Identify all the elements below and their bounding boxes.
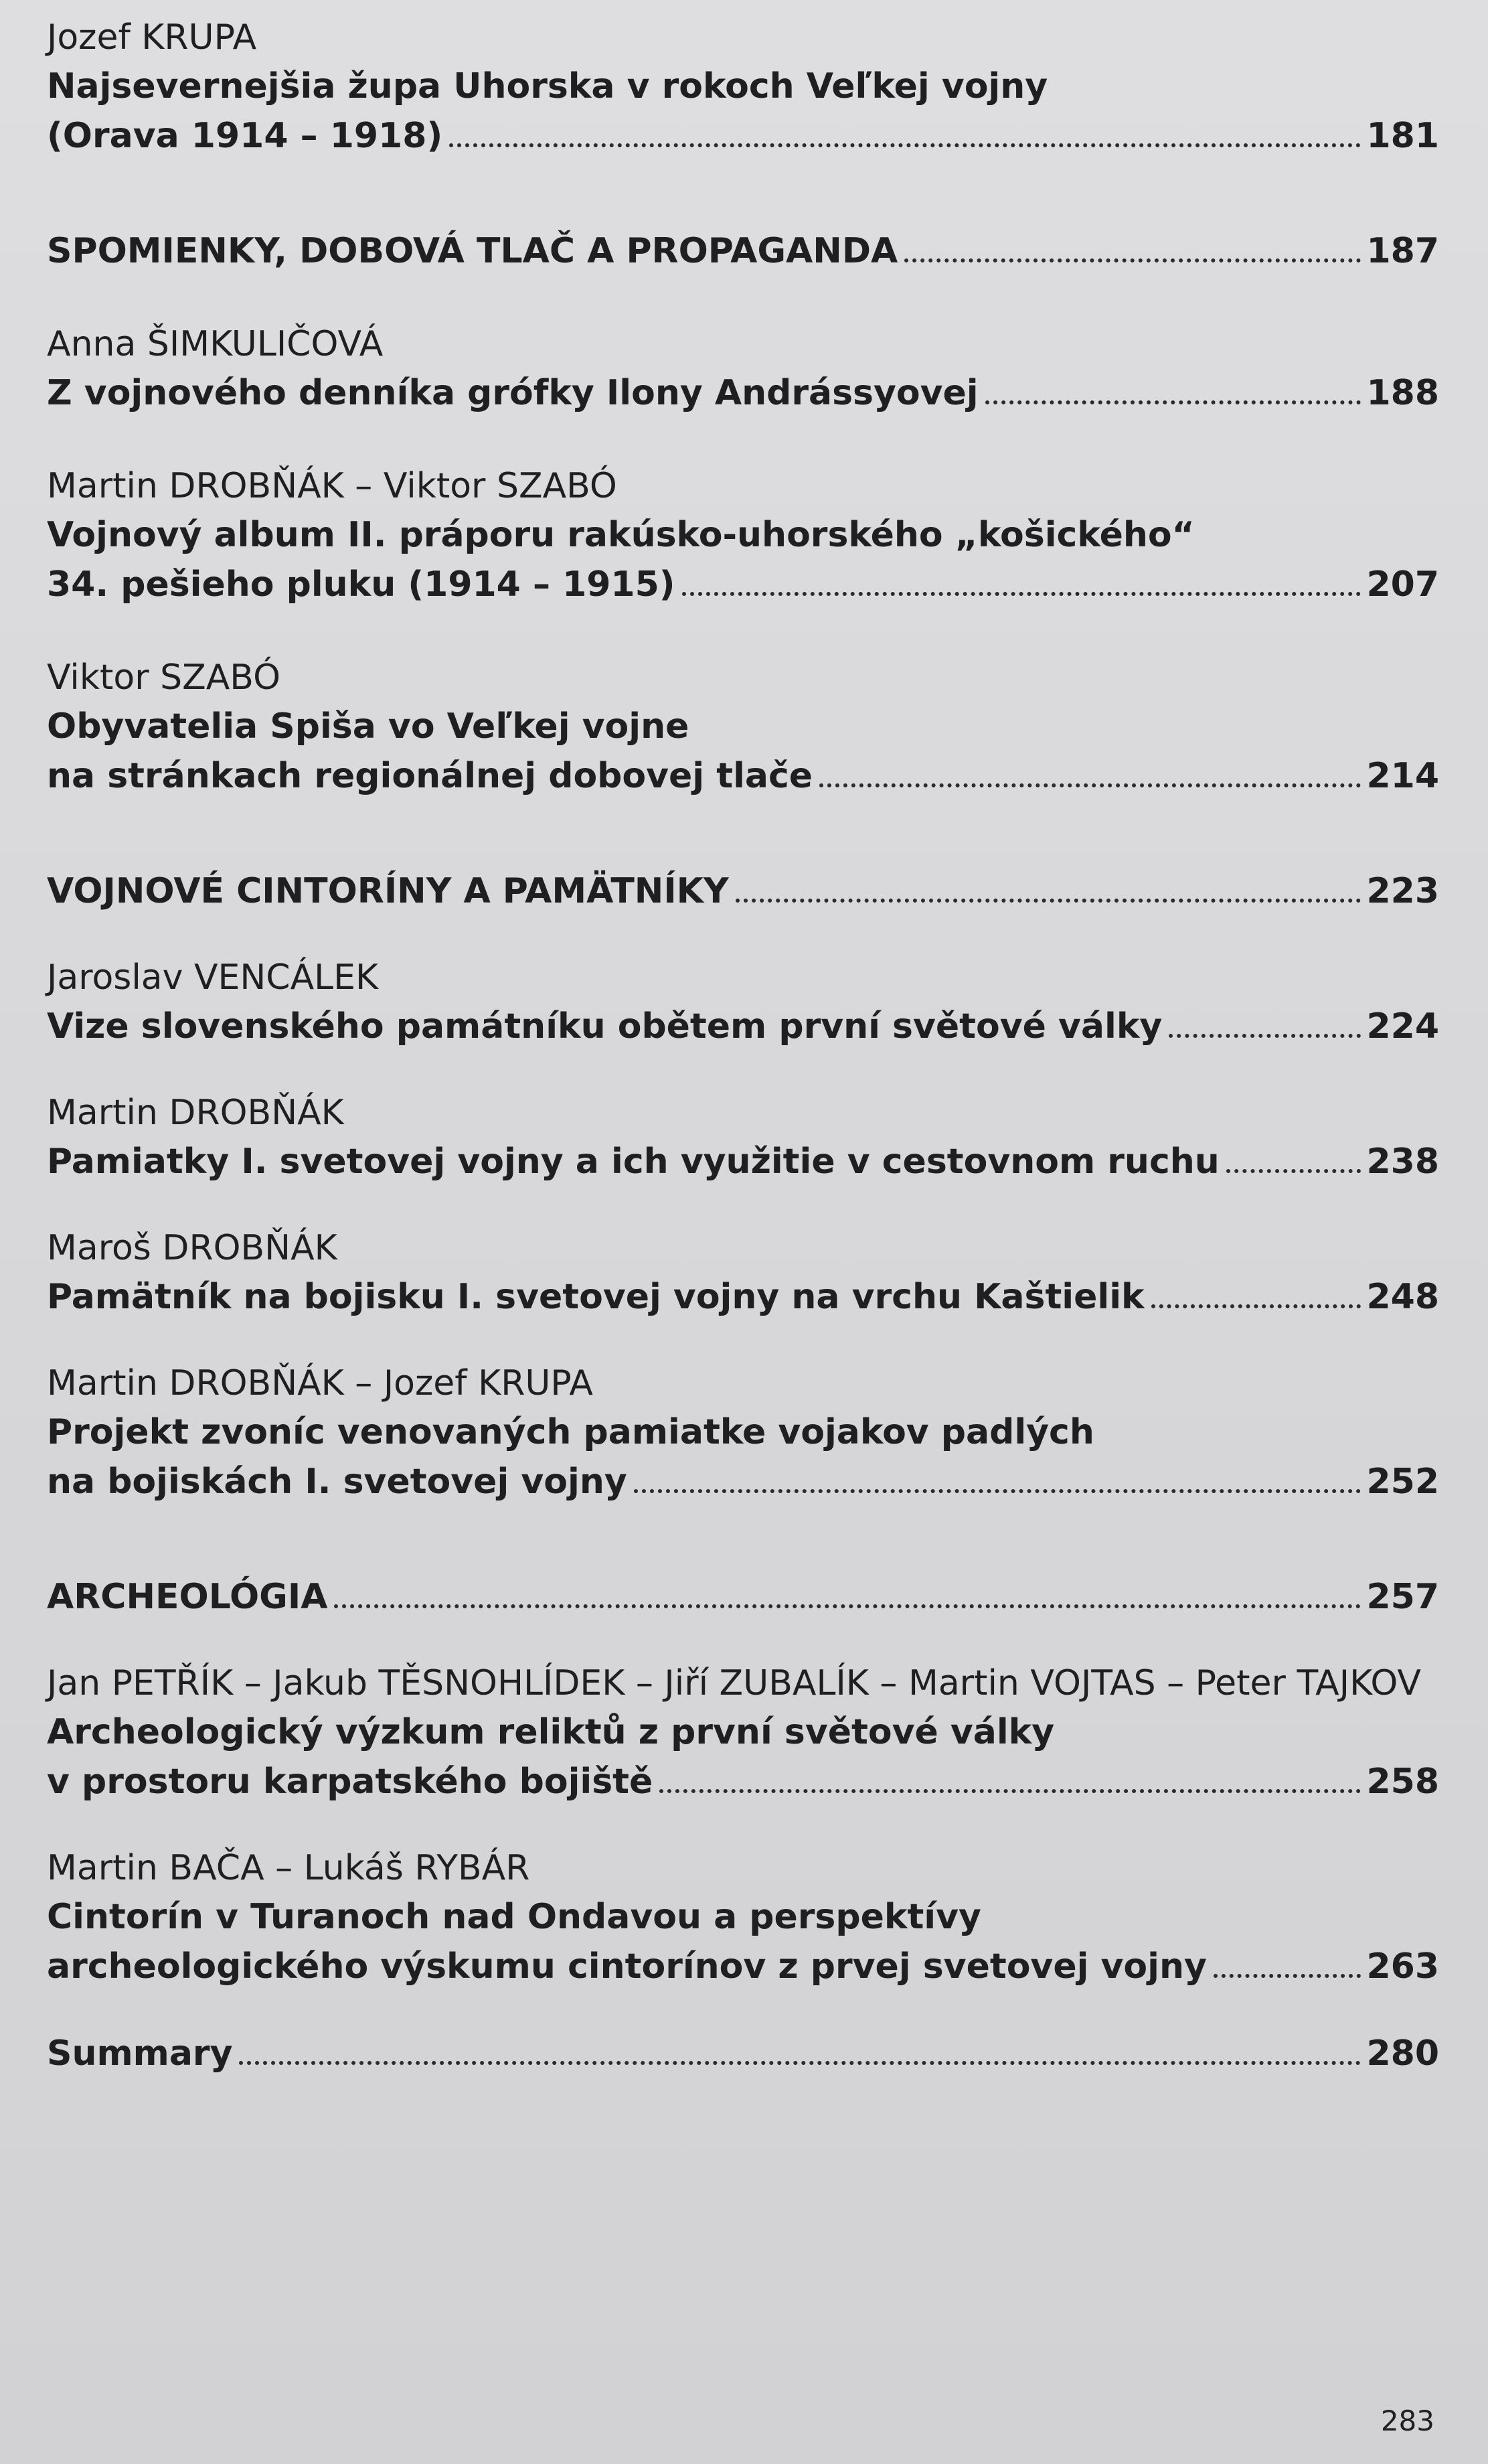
leader-dots	[1226, 1169, 1361, 1173]
entry-authors: Martin DROBŇÁK – Jozef KRUPA	[47, 1363, 594, 1403]
toc-entry	[47, 953, 1439, 1051]
toc-section	[47, 226, 1439, 276]
entry-last-line	[47, 111, 1439, 161]
entry-title-last: Pamiatky I. svetovej vojny a ich využitie v cestovnom ruchu	[47, 1142, 1220, 1182]
leader-dots	[736, 899, 1361, 903]
entry-title-line: Archeologický výzkum reliktů z první světové války	[47, 1712, 1055, 1752]
summary-page-number: 280	[1366, 2033, 1439, 2074]
entry-title-last: Vize slovenského památníku obětem první světové války	[47, 1006, 1163, 1047]
toc-entry	[47, 2029, 1439, 2078]
section-line	[47, 866, 1439, 916]
entry-last-line	[47, 1272, 1439, 1322]
toc-entry	[47, 1089, 1439, 1186]
entry-page-number: 181	[1366, 116, 1439, 156]
entry-title-line: Najsevernejšia župa Uhorska v rokoch Veľkej vojny	[47, 66, 1048, 106]
entry-page-number: 263	[1366, 1946, 1439, 1987]
toc-entry	[47, 462, 1439, 609]
entry-authors: Martin DROBŇÁK	[47, 1093, 344, 1133]
entry-authors: Jozef KRUPA	[47, 17, 257, 58]
entry-title-last: archeologického výskumu cintorínov z prvej svetovej vojny	[47, 1946, 1207, 1987]
entry-title-last: 34. pešieho pluku (1914 – 1915)	[47, 564, 675, 605]
section-page-number: 257	[1366, 1577, 1439, 1617]
entry-last-line	[47, 368, 1439, 418]
entry-page-number: 238	[1366, 1142, 1439, 1182]
entry-title-last: Z vojnového denníka grófky Ilony Andrássyovej	[47, 373, 979, 413]
summary-line	[47, 2029, 1439, 2078]
section-line	[47, 1572, 1439, 1622]
entry-last-line	[47, 751, 1439, 801]
entry-page-number: 258	[1366, 1762, 1439, 1802]
entry-title-last: v prostoru karpatského bojiště	[47, 1762, 653, 1802]
leader-dots	[985, 400, 1361, 404]
entry-page-number: 214	[1366, 756, 1439, 796]
leader-dots	[1169, 1034, 1361, 1038]
leader-dots	[819, 783, 1361, 787]
entry-page-number: 252	[1366, 1462, 1439, 1502]
summary-title: Summary	[47, 2033, 233, 2074]
leader-dots	[659, 1789, 1361, 1793]
section-line	[47, 226, 1439, 276]
entry-page-number: 188	[1366, 373, 1439, 413]
entry-authors: Maroš DROBŇÁK	[47, 1228, 337, 1268]
section-title: ARCHEOLÓGIA	[47, 1577, 328, 1617]
entry-authors: Jaroslav VENCÁLEK	[47, 957, 379, 998]
toc-entry	[47, 1659, 1439, 1806]
entry-title-line: Obyvatelia Spiša vo Veľkej vojne	[47, 706, 689, 747]
entry-title-last: na stránkach regionálnej dobovej tlače	[47, 756, 813, 796]
page-number: 283	[1380, 2404, 1434, 2437]
entry-title-line: Vojnový album II. práporu rakúsko-uhorského „košického“	[47, 515, 1195, 555]
entry-title-line: Cintorín v Turanoch nad Ondavou a perspektívy	[47, 1897, 981, 1937]
entry-page-number: 224	[1366, 1006, 1439, 1047]
leader-dots	[904, 258, 1361, 262]
entry-last-line	[47, 560, 1439, 609]
entry-authors: Jan PETŘÍK – Jakub TĚSNOHLÍDEK – Jiří ZUBALÍK – Martin VOJTAS – Peter TAJKOV	[47, 1663, 1421, 1703]
entry-page-number: 248	[1366, 1277, 1439, 1317]
leader-dots	[682, 592, 1361, 596]
leader-dots	[634, 1489, 1361, 1493]
toc-entry	[47, 1224, 1439, 1322]
entry-title-last: Pamätník na bojisku I. svetovej vojny na vrchu Kaštielik	[47, 1277, 1145, 1317]
section-title: VOJNOVÉ CINTORÍNY A PAMÄTNÍKY	[47, 871, 729, 911]
leader-dots	[334, 1604, 1361, 1608]
entry-title-last: na bojiskách I. svetovej vojny	[47, 1462, 627, 1502]
toc-entry	[47, 1844, 1439, 1991]
section-title: SPOMIENKY, DOBOVÁ TLAČ A PROPAGANDA	[47, 231, 898, 271]
section-page-number: 187	[1366, 231, 1439, 271]
leader-dots	[1151, 1304, 1361, 1308]
entry-last-line	[47, 1002, 1439, 1051]
toc-section	[47, 1572, 1439, 1622]
entry-authors: Martin BAČA – Lukáš RYBÁR	[47, 1848, 530, 1888]
table-of-contents	[47, 13, 1439, 2078]
leader-dots	[449, 143, 1361, 147]
toc-entry	[47, 320, 1439, 418]
entry-authors: Viktor SZABÓ	[47, 658, 280, 698]
toc-entry	[47, 1359, 1439, 1507]
entry-page-number: 207	[1366, 564, 1439, 605]
entry-last-line	[47, 1457, 1439, 1507]
entry-authors: Anna ŠIMKULIČOVÁ	[47, 324, 384, 364]
leader-dots	[1214, 1974, 1361, 1978]
entry-last-line	[47, 1757, 1439, 1806]
toc-entry	[47, 13, 1439, 161]
entry-title-last: (Orava 1914 – 1918)	[47, 116, 443, 156]
toc-entry	[47, 653, 1439, 801]
entry-title-line: Projekt zvoníc venovaných pamiatke vojakov padlých	[47, 1412, 1094, 1452]
entry-last-line	[47, 1942, 1439, 1991]
entry-last-line	[47, 1137, 1439, 1186]
leader-dots	[239, 2061, 1361, 2065]
toc-section	[47, 866, 1439, 916]
entry-authors: Martin DROBŇÁK – Viktor SZABÓ	[47, 466, 617, 506]
section-page-number: 223	[1366, 871, 1439, 911]
